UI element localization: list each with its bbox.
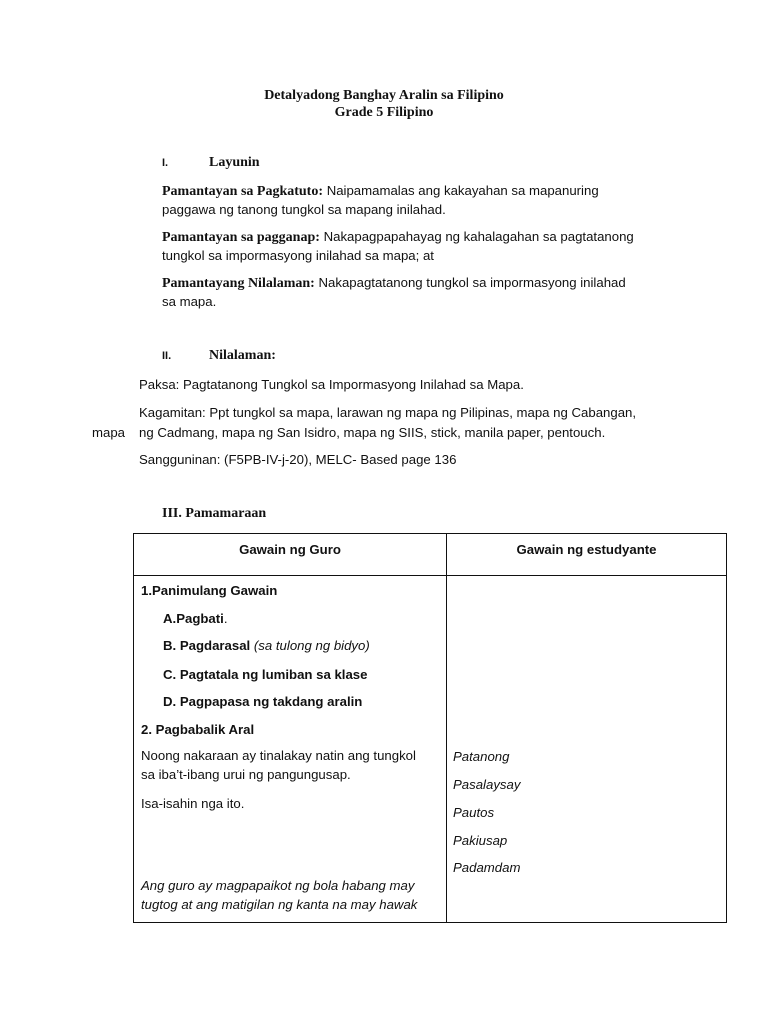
teacher-text-3-line1: Ang guro ay magpapaikot ng bola habang may [141, 878, 415, 893]
table-bottom-border [133, 922, 727, 923]
sanggunian-text: Sangguninan: (F5PB-IV-j-20), MELC- Based page 136 [139, 452, 457, 467]
table-top-border [133, 533, 727, 534]
objective-pagganap-label: Pamantayan sa pagganap: [162, 230, 320, 245]
sub-pagdarasal: B. Pagdarasal (sa tulong ng bidyo) [163, 638, 370, 653]
panimulang-gawain: 1.Panimulang Gawain [141, 583, 278, 598]
teacher-text-1-line2: sa iba’t-ibang urui ng pangungusap. [141, 767, 351, 782]
objective-pagkatuto-line1: Pamantayan sa Pagkatuto: Naipamamalas ang kakayahan sa mapanuring [162, 183, 599, 199]
kagamitan-overflow-word: mapa [92, 425, 125, 440]
student-answer-padamdam: Padamdam [453, 860, 521, 875]
pagbabalik-aral: 2. Pagbabalik Aral [141, 722, 255, 737]
section-1-heading: Layunin [209, 155, 260, 170]
paksa-text: Paksa: Pagtatanong Tungkol sa Impormasyong Inilahad sa Mapa. [139, 377, 524, 392]
objective-pagkatuto-label: Pamantayan sa Pagkatuto: [162, 184, 324, 199]
student-answer-pasalaysay: Pasalaysay [453, 777, 521, 792]
student-answer-pautos: Pautos [453, 805, 495, 820]
sub-pagbati: A.Pagbati. [163, 611, 228, 626]
kagamitan-line1: Kagamitan: Ppt tungkol sa mapa, larawan ng mapa ng Pilipinas, mapa ng Cabangan, [139, 405, 637, 420]
table-column-divider [446, 533, 447, 923]
section-3-heading: III. Pamamaraan [162, 506, 267, 521]
document-subtitle: Grade 5 Filipino [334, 105, 434, 120]
objective-pagganap-line1: Pamantayan sa pagganap: Nakapagpapahayag ng kahalagahan sa pagtatanong [162, 229, 634, 245]
table-right-border [726, 533, 727, 923]
sub-pagtatala: C. Pagtatala ng lumiban sa klase [163, 667, 368, 682]
teacher-text-1-line1: Noong nakaraan ay tinalakay natin ang tungkol [141, 748, 416, 763]
table-left-border [133, 533, 134, 923]
objective-pagkatuto-line2: paggawa ng tanong tungkol sa mapang inilahad. [162, 202, 446, 217]
objective-nilalaman-line1: Pamantayang Nilalaman: Nakapagtatanong tungkol sa impormasyong inilahad [162, 275, 626, 291]
section-2-heading: Nilalaman: [209, 348, 276, 363]
objective-nilalaman-line2: sa mapa. [162, 294, 217, 309]
objective-nilalaman-label: Pamantayang Nilalaman: [162, 276, 315, 291]
teacher-text-2: Isa-isahin nga ito. [141, 796, 245, 811]
student-answer-pakiusap: Pakiusap [453, 833, 508, 848]
document-title: Detalyadong Banghay Aralin sa Filipino [264, 88, 504, 103]
table-header-border [133, 575, 727, 576]
teacher-text-3-line2: tugtog at ang matigilan ng kanta na may hawak [141, 897, 418, 912]
sub-pagpapasa: D. Pagpapasa ng takdang aralin [163, 694, 363, 709]
header-estudyante: Gawain ng estudyante [516, 542, 657, 557]
kagamitan-line2: ng Cadmang, mapa ng San Isidro, mapa ng SIIS, stick, manila paper, pentouch. [139, 425, 606, 440]
student-answer-patanong: Patanong [453, 749, 510, 764]
header-guro: Gawain ng Guro [239, 542, 341, 557]
section-2-numeral: II. [162, 350, 172, 362]
objective-pagganap-line2: tungkol sa impormasyong inilahad sa mapa; at [162, 248, 434, 263]
section-1-numeral: I. [162, 157, 169, 169]
